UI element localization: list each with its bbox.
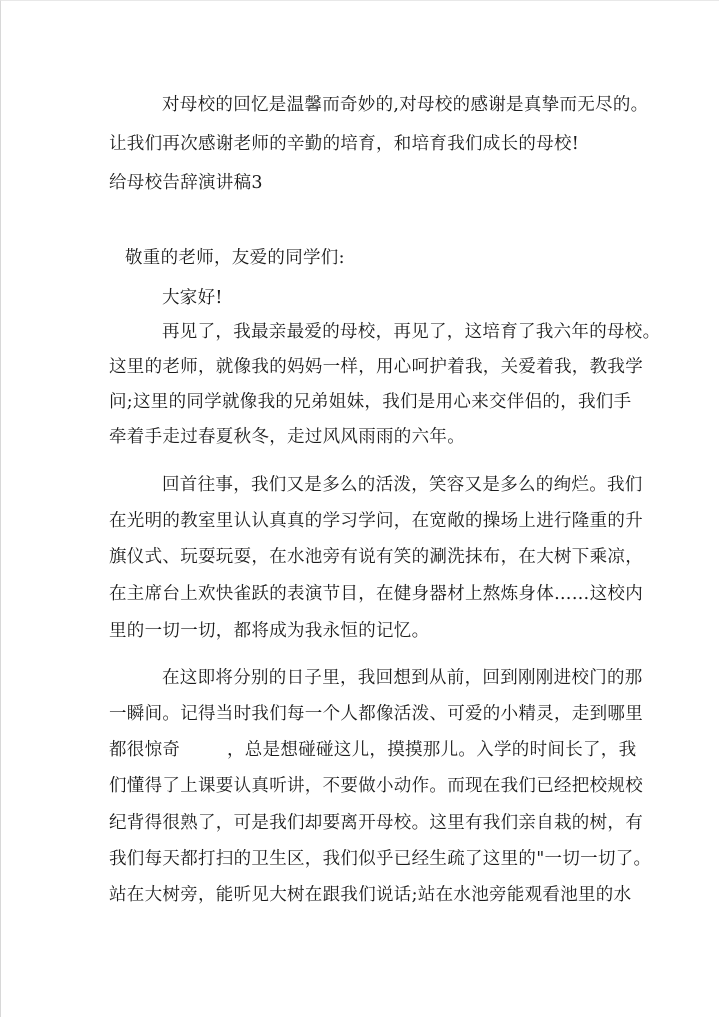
text-line: 一瞬间。记得当时我们每一个人都像活泼、可爱的小精灵，走到哪里: [109, 704, 643, 724]
text-line: 牵着手走过春夏秋冬，走过风风雨雨的六年。: [109, 427, 465, 447]
text-line: 让我们再次感谢老师的辛勤的培育，和培育我们成长的母校!: [109, 134, 580, 154]
section-heading: 给母校告辞演讲稿3: [109, 173, 263, 193]
text-line: 站在大树旁，能听见大树在跟我们说话;站在水池旁能观看池里的水: [109, 885, 632, 905]
text-line: 都很惊奇: [109, 740, 181, 760]
text-line: 们懂得了上课要认真听讲，不要做小动作。而现在我们已经把校规校: [109, 776, 643, 796]
text-line: 我们每天都打扫的卫生区，我们似乎已经生疏了这里的"一切一切了。: [109, 849, 652, 869]
text-line: 旗仪式、玩耍玩耍，在水池旁有说有笑的涮洗抹布，在大树下乘凉，: [109, 547, 643, 567]
text-line: 在这即将分别的日子里，我回想到从前，回到刚刚进校门的那: [162, 668, 643, 688]
text-line: 问;这里的同学就像我的兄弟姐妹，我们是用心来交伴侣的，我们手: [109, 392, 632, 412]
text-line: 在光明的教室里认认真真的学习学问，在宽敞的操场上进行隆重的升: [109, 511, 643, 531]
text-line: 对母校的回忆是温馨而奇妙的,对母校的感谢是真挚而无尽的。: [162, 95, 649, 115]
salutation: 敬重的老师，友爱的同学们:: [125, 248, 345, 268]
text-line: 里的一切一切，都将成为我永恒的记忆。: [109, 621, 430, 641]
text-line: ，总是想碰碰这儿，摸摸那儿。入学的时间长了，我: [227, 740, 637, 760]
text-line: 纪背得很熟了，可是我们却要离开母校。这里有我们亲自栽的树，有: [109, 813, 643, 833]
text-line: 再见了，我最亲最爱的母校，再见了，这培育了我六年的母校。: [162, 322, 661, 342]
text-line: 回首往事，我们又是多么的活泼，笑容又是多么的绚烂。我们: [162, 475, 643, 495]
text-line: 在主席台上欢快雀跃的表演节目，在健身器材上熬炼身体……这校内: [109, 584, 643, 604]
text-line: 这里的老师，就像我的妈妈一样，用心呵护着我，关爱着我，教我学: [109, 357, 643, 377]
greeting: 大家好!: [162, 288, 223, 308]
